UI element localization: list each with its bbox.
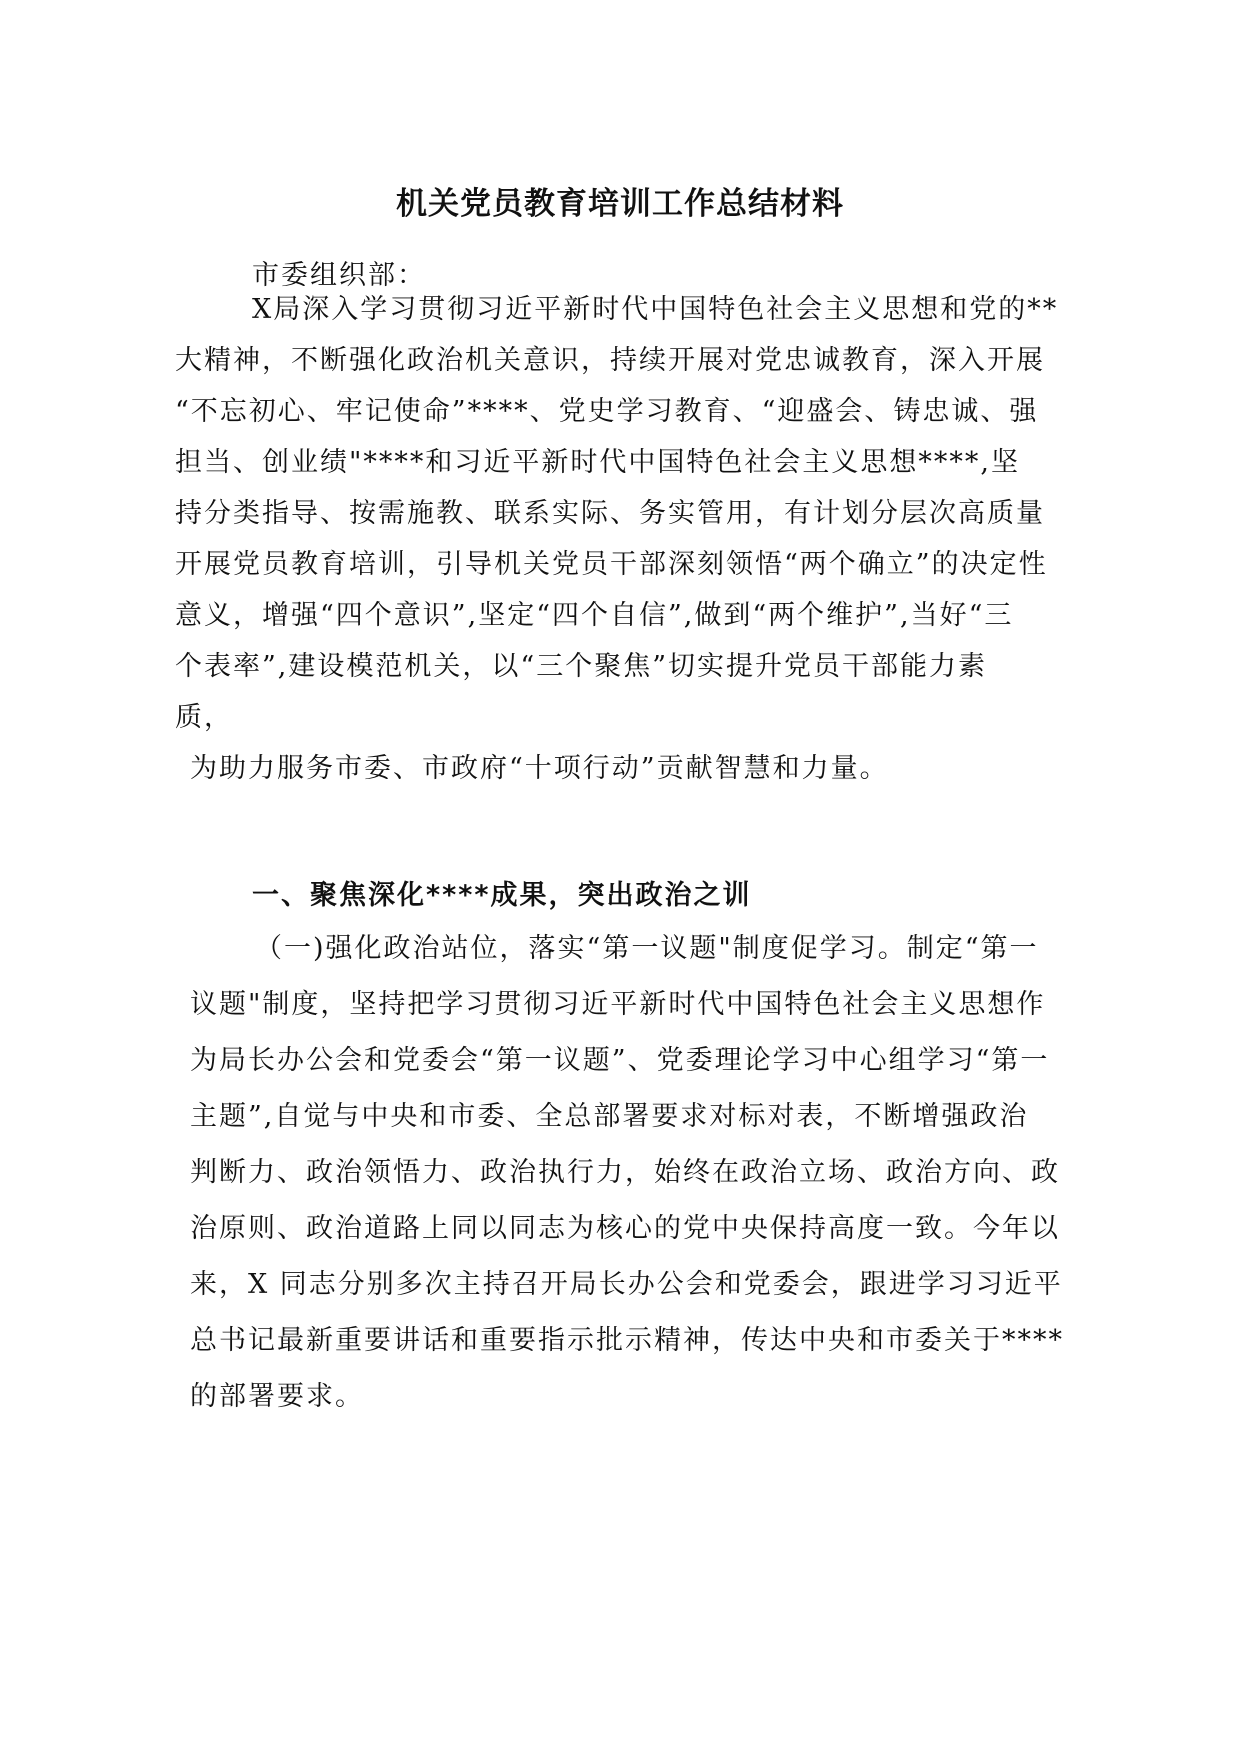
intro-line: 意义，增强“四个意识”,坚定“四个自信”,做到“两个维护”,当好“三 bbox=[175, 600, 1014, 631]
intro-line: X局深入学习贯彻习近平新时代中国特色社会主义思想和党的** bbox=[252, 294, 1059, 325]
intro-line: 为助力服务市委、市政府“十项行动”贡献智慧和力量。 bbox=[190, 753, 889, 784]
intro-line: 担当、创业绩"****和习近平新时代中国特色社会主义思想****,坚 bbox=[175, 447, 1021, 478]
section-line: 总书记最新重要讲话和重要指示批示精神，传达中央和市委关于**** bbox=[190, 1325, 1064, 1356]
addressee: 市委组织部： bbox=[252, 260, 426, 291]
intro-line: 个表率”,建设模范机关，以“三个聚焦”切实提升党员干部能力素 bbox=[175, 651, 987, 682]
section-line: 主题”,自觉与中央和市委、全总部署要求对标对表，不断增强政治 bbox=[190, 1101, 1029, 1132]
intro-line: 大精神，不断强化政治机关意识，持续开展对党忠诚教育，深入开展 bbox=[175, 345, 1045, 376]
section-line: 的部署要求。 bbox=[190, 1381, 364, 1412]
section-line: 判断力、政治领悟力、政治执行力，始终在政治立场、政治方向、政 bbox=[190, 1157, 1060, 1188]
section-line: 来，X 同志分别多次主持召开局长办公会和党委会，跟进学习习近平 bbox=[190, 1269, 1063, 1300]
intro-line: “不忘初心、牢记使命”****、党史学习教育、“迎盛会、铸忠诚、强 bbox=[175, 396, 1039, 427]
section-heading: 一、聚焦深化****成果，突出政治之训 bbox=[252, 880, 752, 911]
section-line: 治原则、政治道路上同以同志为核心的党中央保持高度一致。今年以 bbox=[190, 1213, 1060, 1244]
section-line: 为局长办公会和党委会“第一议题”、党委理论学习中心组学习“第一 bbox=[190, 1045, 1050, 1076]
intro-line: 持分类指导、按需施教、联系实际、务实管用，有计划分层次高质量 bbox=[175, 498, 1045, 529]
intro-line: 开展党员教育培训，引导机关党员干部深刻领悟“两个确立”的决定性 bbox=[175, 549, 1048, 580]
section-line: 议题"制度，坚持把学习贯彻习近平新时代中国特色社会主义思想作 bbox=[190, 989, 1046, 1020]
intro-line: 质， bbox=[175, 702, 233, 733]
section-line: （一)强化政治站位，落实“第一议题"制度促学习。制定“第一 bbox=[255, 933, 1039, 964]
document-title: 机关党员教育培训工作总结材料 bbox=[396, 186, 844, 222]
